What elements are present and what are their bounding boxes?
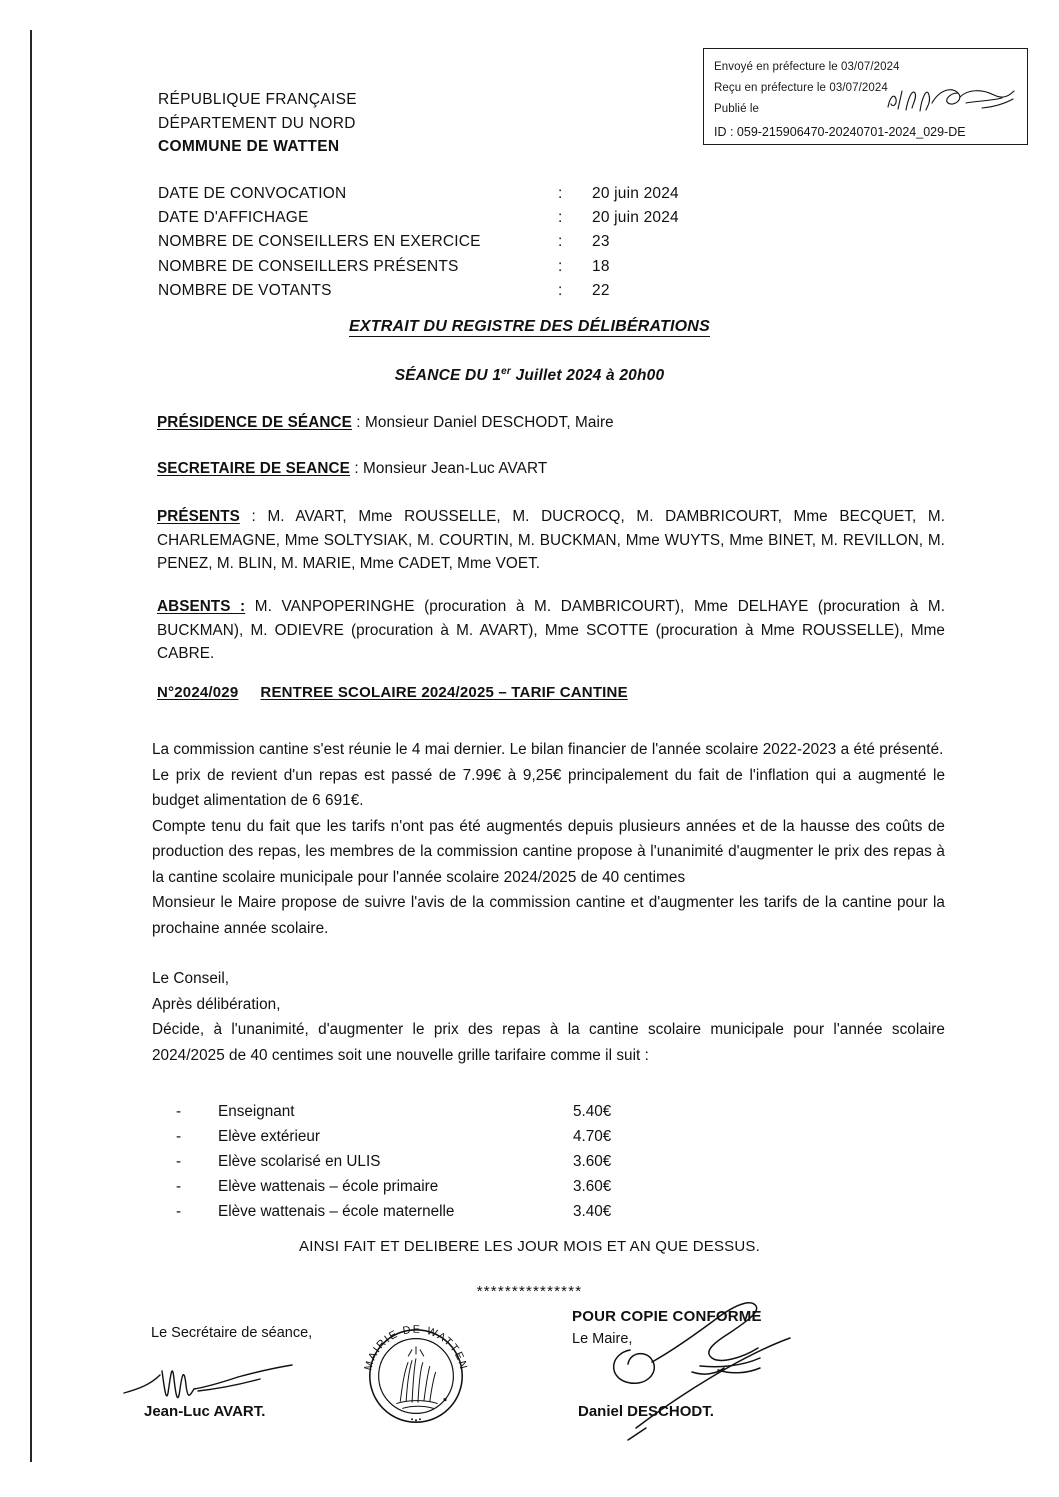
presents-label: PRÉSENTS	[157, 508, 240, 525]
tariff-list	[176, 1099, 646, 1224]
body-paragraph-3: Compte tenu du fait que les tarifs n'ont pas été augmentés depuis plusieurs années et de la hausse des coûts de production des repas, les membres de la commission cantine propose à l'unanimité d'augmenter le prix des repas à la cantine scolaire municipale pour l'année scolaire 2024/2025 de 40 centimes	[152, 817, 945, 886]
convocation-value: 20 juin 2024	[592, 209, 679, 227]
convocation-value: 23	[592, 233, 610, 251]
convocation-value: 18	[592, 257, 610, 275]
list-item	[176, 1149, 646, 1174]
tariff-price: 3.60€	[573, 1178, 612, 1195]
register-title-text: EXTRAIT DU REGISTRE DES DÉLIBÉRATIONS	[349, 318, 710, 335]
page-title	[0, 318, 1059, 336]
seance-ordinal-suffix: er	[501, 366, 511, 377]
body-paragraph-1: La commission cantine s'est réunie le 4 mai dernier. Le bilan financier de l'année scolaire 2022-2023 a été présenté.	[152, 741, 944, 758]
deliberation-heading	[157, 684, 628, 701]
tariff-price: 3.60€	[573, 1153, 612, 1170]
seance-title	[0, 366, 1059, 385]
convocation-colon: :	[558, 185, 563, 202]
convocation-colon: :	[558, 233, 563, 251]
header-department: DÉPARTEMENT DU NORD	[158, 114, 356, 132]
deliberation-subject: RENTREE SCOLAIRE 2024/2025 – TARIF CANTINE	[260, 684, 628, 701]
table-row	[158, 230, 679, 254]
prefecture-transmission-box	[703, 48, 1028, 145]
header-republic: RÉPUBLIQUE FRANÇAISE	[158, 91, 357, 108]
presidence-label: PRÉSIDENCE DE SÉANCE	[157, 414, 352, 431]
closing-separator: ***************	[476, 1283, 583, 1300]
mayor-role-label: Le Maire,	[572, 1331, 633, 1347]
list-bullet-dash: -	[176, 1153, 182, 1170]
seance-suffix: Juillet 2024 à 20h00	[511, 367, 665, 385]
convocation-label: DATE D'AFFICHAGE	[158, 209, 309, 227]
tariff-label: Enseignant	[218, 1103, 295, 1120]
list-bullet-dash: -	[176, 1103, 182, 1120]
svg-text:MAIRIE DE WATTEN: MAIRIE DE WATTEN	[362, 1323, 470, 1372]
tariff-price: 5.40€	[573, 1103, 612, 1120]
convocation-colon: :	[558, 209, 563, 227]
prefecture-id-line: ID : 059-215906470-20240701-2024_029-DE	[714, 125, 966, 139]
absents-paragraph	[157, 595, 945, 666]
seance-prefix: SÉANCE DU 1	[394, 367, 502, 385]
secretary-role-label: Le Secrétaire de séance,	[151, 1325, 313, 1341]
convocation-label: DATE DE CONVOCATION	[158, 185, 347, 202]
prefecture-published-line: Publié le	[714, 103, 760, 115]
secretaire-line	[157, 458, 947, 480]
mairie-de-watten-round-stamp-icon	[357, 1317, 475, 1435]
presents-paragraph	[157, 505, 945, 576]
mayor-name: Daniel DESCHODT.	[578, 1403, 714, 1420]
secretaire-value: : Monsieur Jean-Luc AVART	[349, 460, 548, 477]
table-row	[158, 279, 679, 303]
list-item	[176, 1099, 646, 1124]
body-apres-deliberation-line: Après délibération,	[152, 995, 281, 1013]
deliberation-body	[152, 737, 945, 1068]
convocation-label: NOMBRE DE CONSEILLERS EN EXERCICE	[158, 233, 481, 251]
secretaire-label: SECRETAIRE DE SEANCE	[157, 460, 350, 477]
presidence-value: : Monsieur Daniel DESCHODT, Maire	[351, 414, 614, 431]
tariff-label: Elève wattenais – école primaire	[218, 1178, 439, 1195]
table-row	[158, 255, 679, 279]
list-bullet-dash: -	[176, 1178, 182, 1195]
document-header	[158, 88, 357, 159]
body-decide-paragraph: Décide, à l'unanimité, d'augmenter le prix des repas à la cantine scolaire municipale pour l'année scolaire 2024/2025 de 40 centimes soit une nouvelle grille tarifaire comme il suit :	[152, 1021, 945, 1064]
body-paragraph-2: Le prix de revient d'un repas est passé de 7.99€ à 9,25€ principalement du fait de l'inflation qui a augmenté le budget alimentation de 6 691€.	[152, 766, 945, 809]
convocation-label: NOMBRE DE CONSEILLERS PRÉSENTS	[158, 257, 459, 275]
presents-value: : M. AVART, Mme ROUSSELLE, M. DUCROCQ, M. DAMBRICOURT, Mme BECQUET, M. CHARLEMAGNE, Mme SOLTYSIAK, M. COURTIN, M. BUCKMAN, Mme WUYTS, Mme BINET, M. REVILLON, M. PENEZ, M. BLIN, M. MARIE, Mme CADET, Mme VOET.	[157, 508, 945, 572]
tariff-price: 3.40€	[573, 1203, 612, 1220]
tariff-label: Elève scolarisé en ULIS	[218, 1153, 381, 1170]
table-row	[158, 206, 679, 230]
convocation-table	[158, 182, 679, 303]
list-bullet-dash: -	[176, 1203, 182, 1220]
absents-value: M. VANPOPERINGHE (procuration à M. DAMBRICOURT), Mme DELHAYE (procuration à M. BUCKMAN), M. ODIEVRE (procuration à M. AVART), Mme SCOTTE (procuration à Mme ROUSSELLE), Mme CABRE.	[157, 598, 946, 662]
list-item	[176, 1124, 646, 1149]
body-paragraph-4: Monsieur le Maire propose de suivre l'avis de la commission cantine et d'augmenter les tarifs de la cantine pour la prochaine année scolaire.	[152, 894, 945, 937]
tariff-label: Elève extérieur	[218, 1128, 321, 1145]
convocation-colon: :	[558, 257, 563, 275]
prefecture-received-line: Reçu en préfecture le 03/07/2024	[714, 82, 888, 94]
convocation-value: 22	[592, 281, 610, 299]
tariff-price: 4.70€	[573, 1128, 612, 1145]
absents-label: ABSENTS :	[157, 598, 246, 615]
list-item	[176, 1199, 646, 1224]
body-conseil-line: Le Conseil,	[152, 970, 230, 987]
list-bullet-dash: -	[176, 1128, 182, 1145]
copy-conforme-label: POUR COPIE CONFORME	[572, 1308, 762, 1325]
prefecture-sent-line: Envoyé en préfecture le 03/07/2024	[714, 61, 900, 73]
deliberation-number: N°2024/029	[157, 684, 239, 701]
header-commune: COMMUNE DE WATTEN	[158, 138, 340, 155]
convocation-colon: :	[558, 281, 563, 299]
presidence-line	[157, 412, 947, 434]
table-row	[158, 182, 679, 206]
secretary-name: Jean-Luc AVART.	[144, 1403, 266, 1420]
convocation-value: 20 juin 2024	[592, 185, 679, 202]
convocation-label: NOMBRE DE VOTANTS	[158, 281, 332, 299]
list-item	[176, 1174, 646, 1199]
tariff-label: Elève wattenais – école maternelle	[218, 1203, 455, 1220]
closing-statement: AINSI FAIT ET DELIBERE LES JOUR MOIS ET AN QUE DESSUS.	[299, 1238, 760, 1255]
